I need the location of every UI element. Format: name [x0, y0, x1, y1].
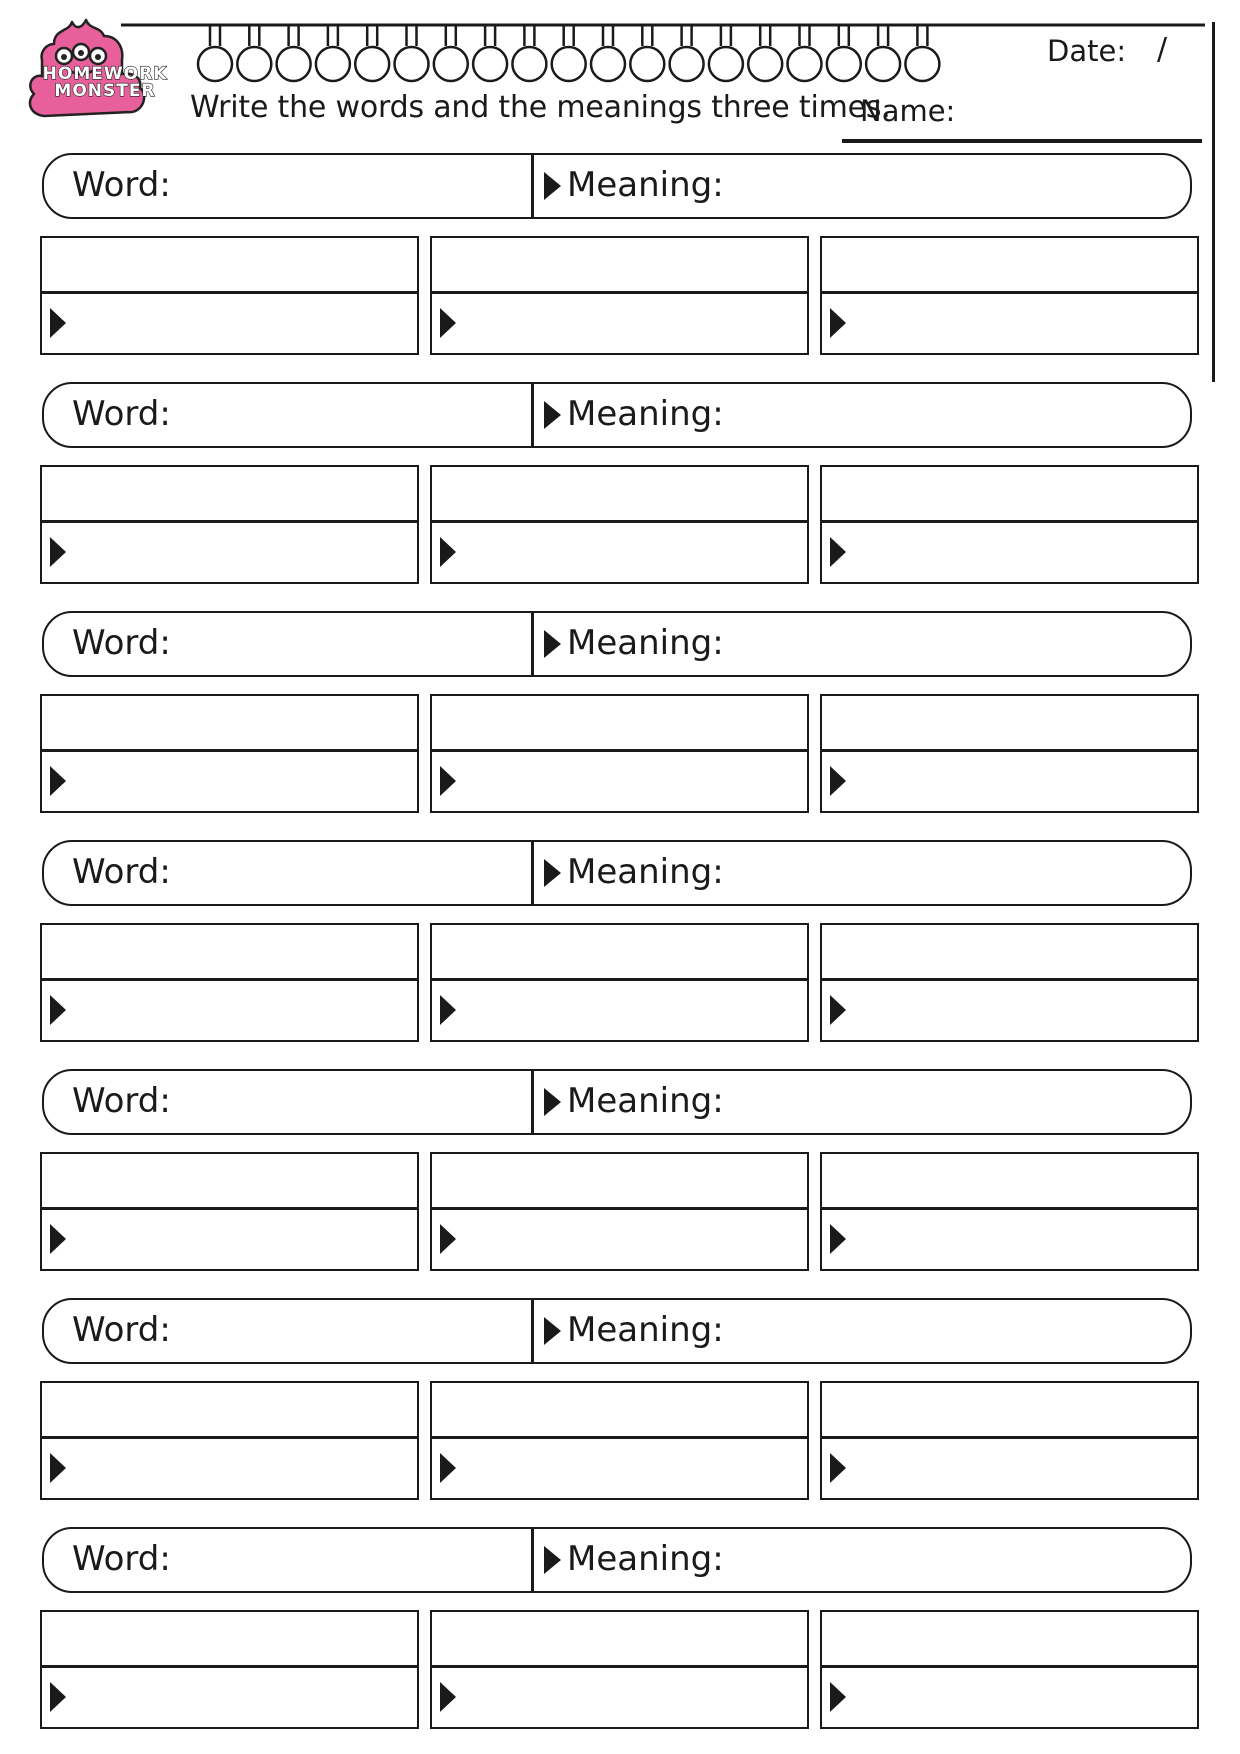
practice-meaning-field[interactable]	[822, 294, 1197, 354]
triangle-arrow-icon	[50, 537, 66, 567]
practice-meaning-field[interactable]	[42, 1439, 417, 1499]
practice-box	[40, 236, 419, 355]
practice-box	[430, 465, 809, 584]
practice-meaning-field[interactable]	[822, 981, 1197, 1041]
triangle-arrow-icon	[50, 1224, 66, 1254]
word-row	[0, 151, 1240, 380]
triangle-arrow-icon	[830, 1224, 846, 1254]
triangle-arrow-icon	[544, 630, 561, 658]
practice-word-field[interactable]	[432, 1383, 807, 1436]
practice-box	[820, 236, 1199, 355]
practice-meaning-field[interactable]	[432, 1210, 807, 1270]
triangle-arrow-icon	[830, 766, 846, 796]
practice-word-field[interactable]	[42, 467, 417, 520]
practice-meaning-field[interactable]	[822, 523, 1197, 583]
spiral-ring	[277, 25, 311, 81]
practice-box	[40, 465, 419, 584]
practice-box	[40, 1152, 419, 1271]
triangle-arrow-icon	[440, 766, 456, 796]
practice-box	[40, 923, 419, 1042]
word-label: Word:	[72, 623, 171, 663]
practice-meaning-field[interactable]	[42, 752, 417, 812]
practice-meaning-field[interactable]	[432, 1668, 807, 1728]
spiral-binding	[118, 16, 1208, 88]
spiral-ring	[709, 25, 743, 81]
practice-word-field[interactable]	[822, 1612, 1197, 1665]
spiral-ring	[905, 25, 939, 81]
practice-box	[40, 694, 419, 813]
practice-box	[430, 694, 809, 813]
spiral-ring	[395, 25, 429, 81]
word-row	[0, 1525, 1240, 1754]
word-meaning-divider	[531, 1300, 534, 1362]
triangle-arrow-icon	[440, 1682, 456, 1712]
triangle-arrow-icon	[830, 1682, 846, 1712]
spiral-ring	[670, 25, 704, 81]
practice-meaning-field[interactable]	[42, 981, 417, 1041]
word-meaning-bar	[42, 382, 1192, 448]
spiral-ring	[552, 25, 586, 81]
instruction-text: Write the words and the meanings three times.	[190, 90, 891, 125]
practice-meaning-field[interactable]	[432, 981, 807, 1041]
triangle-arrow-icon	[544, 1317, 561, 1345]
spiral-ring	[788, 25, 822, 81]
date-label: Date:	[1047, 34, 1127, 68]
practice-box	[820, 694, 1199, 813]
word-row	[0, 380, 1240, 609]
date-separator: /	[1157, 32, 1168, 67]
word-row	[0, 1067, 1240, 1296]
meaning-label: Meaning:	[567, 165, 724, 205]
triangle-arrow-icon	[544, 859, 561, 887]
practice-meaning-field[interactable]	[42, 523, 417, 583]
word-rows	[0, 151, 1240, 1754]
practice-word-field[interactable]	[432, 467, 807, 520]
meaning-label: Meaning:	[567, 623, 724, 663]
word-meaning-divider	[531, 384, 534, 446]
word-label: Word:	[72, 852, 171, 892]
triangle-arrow-icon	[440, 995, 456, 1025]
practice-box	[430, 236, 809, 355]
triangle-arrow-icon	[50, 1682, 66, 1712]
triangle-arrow-icon	[440, 308, 456, 338]
practice-word-field[interactable]	[432, 925, 807, 978]
practice-meaning-field[interactable]	[42, 1668, 417, 1728]
triangle-arrow-icon	[50, 1453, 66, 1483]
word-meaning-bar	[42, 153, 1192, 219]
word-row	[0, 1296, 1240, 1525]
word-meaning-bar	[42, 1527, 1192, 1593]
triangle-arrow-icon	[544, 401, 561, 429]
practice-word-field[interactable]	[432, 1154, 807, 1207]
spiral-ring	[748, 25, 782, 81]
word-meaning-bar	[42, 611, 1192, 677]
name-label: Name:	[860, 94, 956, 128]
practice-box	[820, 1610, 1199, 1729]
practice-box	[820, 923, 1199, 1042]
triangle-arrow-icon	[830, 995, 846, 1025]
spiral-ring	[512, 25, 546, 81]
logo-line-1: HOMEWORK	[42, 64, 168, 84]
practice-meaning-field[interactable]	[432, 523, 807, 583]
practice-word-field[interactable]	[432, 1612, 807, 1665]
practice-box	[430, 1152, 809, 1271]
word-meaning-bar	[42, 840, 1192, 906]
word-meaning-divider	[531, 842, 534, 904]
practice-word-field[interactable]	[822, 467, 1197, 520]
practice-word-field[interactable]	[42, 696, 417, 749]
practice-word-field[interactable]	[42, 238, 417, 291]
word-meaning-divider	[531, 1071, 534, 1133]
meaning-label: Meaning:	[567, 1310, 724, 1350]
word-row	[0, 838, 1240, 1067]
word-label: Word:	[72, 165, 171, 205]
practice-word-field[interactable]	[42, 1612, 417, 1665]
practice-meaning-field[interactable]	[822, 752, 1197, 812]
meaning-label: Meaning:	[567, 1539, 724, 1579]
triangle-arrow-icon	[830, 308, 846, 338]
triangle-arrow-icon	[544, 1546, 561, 1574]
practice-meaning-field[interactable]	[432, 294, 807, 354]
practice-box	[820, 1381, 1199, 1500]
spiral-ring	[473, 25, 507, 81]
triangle-arrow-icon	[440, 1224, 456, 1254]
triangle-arrow-icon	[50, 995, 66, 1025]
triangle-arrow-icon	[830, 537, 846, 567]
practice-word-field[interactable]	[42, 1154, 417, 1207]
meaning-label: Meaning:	[567, 852, 724, 892]
practice-word-field[interactable]	[822, 1154, 1197, 1207]
practice-box	[820, 465, 1199, 584]
spiral-ring	[355, 25, 389, 81]
practice-word-field[interactable]	[432, 238, 807, 291]
triangle-arrow-icon	[50, 766, 66, 796]
practice-word-field[interactable]	[822, 696, 1197, 749]
name-field[interactable]	[842, 139, 1202, 143]
practice-word-field[interactable]	[432, 696, 807, 749]
word-label: Word:	[72, 1539, 171, 1579]
word-meaning-bar	[42, 1069, 1192, 1135]
spiral-ring	[434, 25, 468, 81]
practice-meaning-field[interactable]	[42, 294, 417, 354]
practice-word-field[interactable]	[822, 238, 1197, 291]
practice-meaning-field[interactable]	[822, 1439, 1197, 1499]
practice-box	[40, 1381, 419, 1500]
meaning-label: Meaning:	[567, 394, 724, 434]
meaning-label: Meaning:	[567, 1081, 724, 1121]
triangle-arrow-icon	[50, 308, 66, 338]
triangle-arrow-icon	[830, 1453, 846, 1483]
logo-line-2: MONSTER	[54, 81, 156, 101]
word-meaning-divider	[531, 1529, 534, 1591]
practice-box	[430, 923, 809, 1042]
triangle-arrow-icon	[544, 172, 561, 200]
word-meaning-bar	[42, 1298, 1192, 1364]
practice-box	[430, 1381, 809, 1500]
practice-meaning-field[interactable]	[432, 1439, 807, 1499]
word-label: Word:	[72, 1310, 171, 1350]
word-label: Word:	[72, 394, 171, 434]
spiral-ring	[237, 25, 271, 81]
triangle-arrow-icon	[440, 537, 456, 567]
spiral-ring	[591, 25, 625, 81]
practice-meaning-field[interactable]	[432, 752, 807, 812]
spiral-ring	[827, 25, 861, 81]
spiral-ring	[866, 25, 900, 81]
practice-word-field[interactable]	[42, 925, 417, 978]
word-label: Word:	[72, 1081, 171, 1121]
spiral-ring	[630, 25, 664, 81]
practice-box	[40, 1610, 419, 1729]
practice-meaning-field[interactable]	[42, 1210, 417, 1270]
practice-word-field[interactable]	[822, 925, 1197, 978]
practice-word-field[interactable]	[42, 1383, 417, 1436]
spiral-ring	[316, 25, 350, 81]
practice-meaning-field[interactable]	[822, 1668, 1197, 1728]
word-row	[0, 609, 1240, 838]
practice-box	[430, 1610, 809, 1729]
word-meaning-divider	[531, 155, 534, 217]
word-meaning-divider	[531, 613, 534, 675]
practice-meaning-field[interactable]	[822, 1210, 1197, 1270]
practice-word-field[interactable]	[822, 1383, 1197, 1436]
practice-box	[820, 1152, 1199, 1271]
triangle-arrow-icon	[544, 1088, 561, 1116]
spiral-ring	[198, 25, 232, 81]
triangle-arrow-icon	[440, 1453, 456, 1483]
